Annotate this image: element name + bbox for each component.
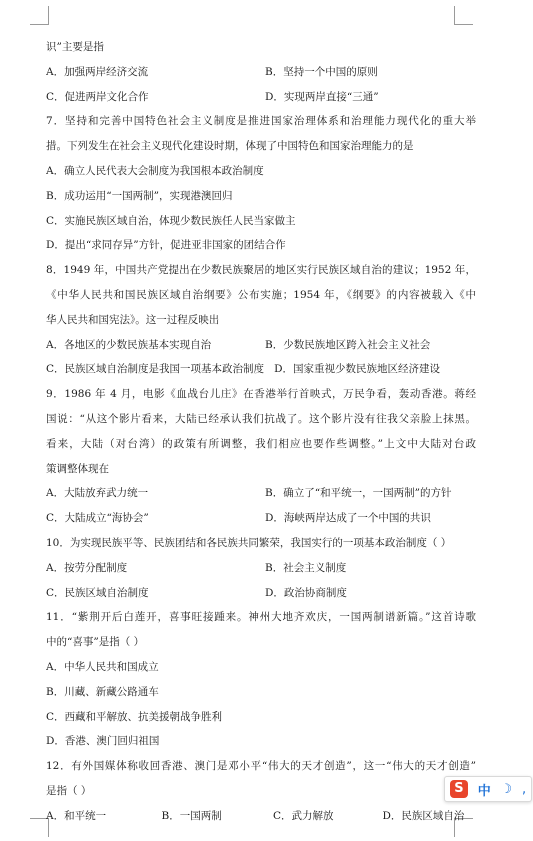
option-b: B．成功运用“一国两制”，实现港澳回归 [46, 189, 233, 202]
option-b: B．一国两制 [161, 809, 222, 822]
question-11-stem: 11．“紫荆开后白莲开，喜事旺接踵来。神州大地齐欢庆，一国两制谱新篇。”这首诗歌 [46, 611, 476, 624]
question-7-stem: 7．坚持和完善中国特色社会主义制度是推进国家治理体系和治理能力现代化的重大举 [46, 115, 476, 128]
option-a: A．加强两岸经济交流 [46, 65, 149, 78]
option-a: A．确立人民代表大会制度为我国根本政治制度 [46, 164, 264, 177]
option-a: A．中华人民共和国成立 [46, 660, 159, 673]
question-9-stem: 看来，大陆（对台湾）的政策有所调整，我们相应也要作些调整。”上文中大陆对台政 [46, 437, 476, 450]
option-b: B．少数民族地区跨入社会主义社会 [265, 338, 431, 351]
punctuation-toggle[interactable]: , [521, 781, 527, 797]
question-9-options-row [46, 481, 476, 506]
option-d: D．实现两岸直接“三通” [265, 90, 379, 103]
question-9-options-row [46, 506, 476, 531]
question-9-stem: 国说：“从这个影片看来，大陆已经承认我们抗战了。这个影片没有往我父亲脸上抹黑。 [46, 412, 476, 425]
question-10-options-row [46, 556, 476, 581]
question-6-stem-end: 识”主要是指 [46, 41, 104, 53]
option-d: D．国家重视少数民族地区经济建设 [274, 363, 440, 376]
option-c: C．西藏和平解放、抗美援朝战争胜利 [46, 710, 223, 723]
option-a: A．大陆放弃武力统一 [46, 487, 149, 500]
option-a: A．按劳分配制度 [46, 561, 128, 574]
option-a: A．和平统一 [46, 809, 107, 822]
option-c: C．民族区域自治制度 [46, 586, 149, 599]
document-page [46, 35, 476, 829]
question-12-stem: 12．有外国媒体称收回香港、澳门是邓小平“伟大的天才创造”，这一“伟大的天才创造” [46, 760, 476, 773]
option-d: D．香港、澳门回归祖国 [46, 735, 160, 748]
option-b: B．川藏、新藏公路通车 [46, 685, 159, 698]
question-8-options-row [46, 357, 476, 382]
option-d: D．海峡两岸达成了一个中国的共识 [265, 512, 431, 525]
option-d: D．提出“求同存异”方针，促进亚非国家的团结合作 [46, 239, 286, 252]
question-8-stem: 8．1949 年，中国共产党提出在少数民族聚居的地区实行民族区域自治的建议；1952 年， [46, 264, 476, 277]
question-8-options-row [46, 333, 476, 358]
question-9-stem: 策调整体现在 [46, 462, 109, 475]
option-b: B．确立了“和平统一，一国两制”的方针 [265, 487, 452, 500]
question-11-stem: 中的“喜事”是指（ ） [46, 636, 145, 649]
question-10-options-row [46, 581, 476, 606]
page-corner-mark [454, 6, 473, 25]
option-c: C．武力解放 [273, 809, 334, 822]
sogou-logo-icon[interactable]: S [450, 780, 468, 798]
option-b: B．社会主义制度 [265, 561, 347, 574]
option-d: D．民族区域自治 [382, 809, 465, 822]
question-6-options-row [46, 60, 476, 85]
option-c: C．民族区域自治制度是我国一项基本政治制度 [46, 363, 265, 376]
input-method-toolbar[interactable] [444, 776, 532, 802]
page-corner-mark [30, 6, 49, 25]
question-10-stem: 10．为实现民族平等、民族团结和各民族共同繁荣，我国实行的一项基本政治制度（ ） [46, 536, 452, 549]
option-c: C．大陆成立“海协会” [46, 512, 149, 525]
question-6-options-row [46, 85, 476, 110]
question-12-stem: 是指（ ） [46, 784, 92, 797]
option-b: B．坚持一个中国的原则 [265, 65, 378, 78]
moon-icon[interactable]: ☽ [500, 781, 513, 797]
question-12-options-row [46, 804, 476, 829]
question-8-stem: 《中华人民共和国民族区域自治纲要》公布实施；1954 年，《纲要》的内容被载入《中 [46, 288, 476, 301]
option-a: A．各地区的少数民族基本实现自治 [46, 338, 212, 351]
question-7-stem: 措。下列发生在社会主义现代化建设时期，体现了中国特色和国家治理能力的是 [46, 140, 414, 153]
option-c: C．促进两岸文化合作 [46, 90, 149, 103]
option-d: D．政治协商制度 [265, 586, 347, 599]
question-9-stem: 9．1986 年 4 月，电影《血战台儿庄》在香港举行首映式，万民争看，轰动香港。蒋经 [46, 388, 476, 401]
option-c: C．实施民族区域自治，体现少数民族任人民当家做主 [46, 214, 296, 227]
language-toggle[interactable]: 中 [477, 783, 491, 799]
question-8-stem: 华人民共和国宪法》。这一过程反映出 [46, 313, 220, 326]
